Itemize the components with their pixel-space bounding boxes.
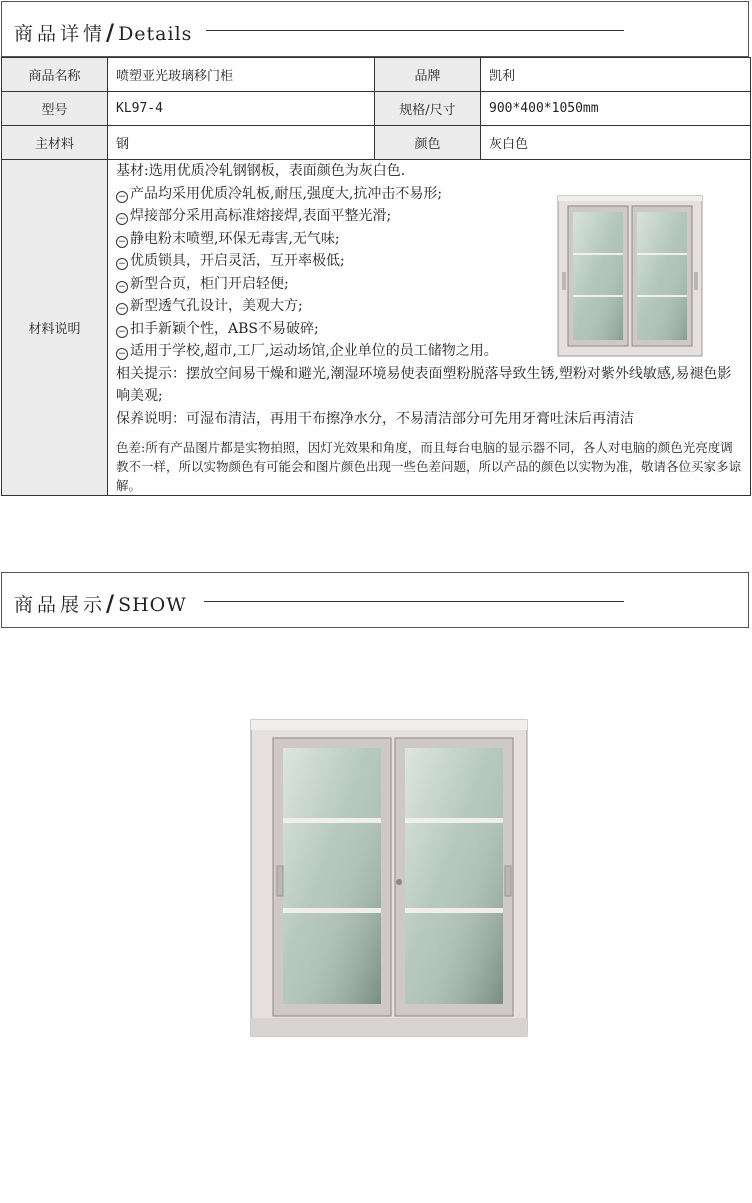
bullet-icon: − (116, 258, 128, 270)
bullet-icon: − (116, 213, 128, 225)
show-title-en: SHOW (118, 594, 187, 616)
show-title-cn: 商品展示 (14, 594, 107, 616)
bullet-icon: − (116, 326, 128, 338)
details-title (14, 19, 192, 46)
material-label: 主材料 (2, 126, 108, 160)
color-label: 颜色 (375, 126, 481, 160)
color-note-text: 色差:所有产品图片都是实物拍照，因灯光效果和角度，而且每台电脑的显示器不同，各人对电脑的颜色光亮度调教不一样，所以实物颜色有可能会和图片颜色出现一些色差问题，所以产品的颜色以实物为准，敬请各位买家多谅解。 (116, 440, 742, 493)
model-value: KL97-4 (108, 92, 375, 126)
tip-text: 相关提示：摆放空间易干燥和避光,潮湿环境易使表面塑粉脱落导致生锈,塑粉对紫外线敏感,易褪色影响美观; (116, 365, 732, 404)
title-slash: / (106, 20, 116, 46)
size-value: 900*400*1050mm (481, 92, 751, 126)
details-title-cn: 商品详情 (14, 23, 107, 45)
feature-text: 焊接部分采用高标准熔接焊,表面平整光滑; (130, 208, 392, 224)
spec-row-description (2, 160, 751, 496)
feature-text: 产品均采用优质冷轧板,耐压,强度大,抗冲击不易形; (130, 185, 443, 202)
show-section-header (1, 572, 749, 628)
description-label: 材料说明 (2, 160, 108, 496)
base-material-text: 基材:选用优质冷轧钢钢板，表面颜色为灰白色. (116, 163, 406, 179)
description-cell (108, 160, 751, 496)
feature-text: 优质锁具，开启灵活，互开率极低; (130, 253, 345, 269)
product-name-label: 商品名称 (2, 58, 108, 92)
bullet-icon: − (116, 281, 128, 293)
cabinet-product-image (249, 718, 529, 1038)
details-section-header (1, 1, 749, 57)
product-name-value: 喷塑亚光玻璃移门柜 (108, 58, 375, 92)
model-label: 型号 (2, 92, 108, 126)
color-value: 灰白色 (481, 126, 751, 160)
feature-text: 新型合页，柜门开启轻便; (130, 275, 289, 292)
brand-value: 凯利 (481, 58, 751, 92)
details-header-rule (206, 30, 624, 31)
title-slash: / (106, 591, 116, 617)
feature-text: 静电粉末喷塑,环保无毒害,无气味; (130, 230, 340, 247)
details-title-en: Details (118, 23, 193, 45)
bullet-icon: − (116, 191, 128, 203)
material-value: 钢 (108, 126, 375, 160)
show-header-rule (204, 601, 624, 602)
show-title (14, 590, 187, 617)
spec-row-material (2, 126, 751, 160)
care-text: 保养说明：可湿布清洁，再用干布擦净水分，不易清洁部分可先用牙膏吐沫后再清洁 (116, 410, 634, 427)
brand-label: 品牌 (375, 58, 481, 92)
feature-text: 新型透气孔设计，美观大方; (130, 298, 303, 314)
size-label: 规格/尺寸 (375, 92, 481, 126)
spec-row-model (2, 92, 751, 126)
bullet-icon: − (116, 236, 128, 248)
feature-text: 适用于学校,超市,工厂,运动场馆,企业单位的员工储物之用。 (130, 343, 498, 359)
spec-row-name (2, 58, 751, 92)
cabinet-thumbnail-image (556, 192, 704, 360)
feature-text: 扣手新颖个性，ABS不易破碎; (130, 320, 319, 337)
spec-table (1, 57, 751, 496)
bullet-icon: − (116, 303, 128, 315)
bullet-icon: − (116, 348, 128, 360)
